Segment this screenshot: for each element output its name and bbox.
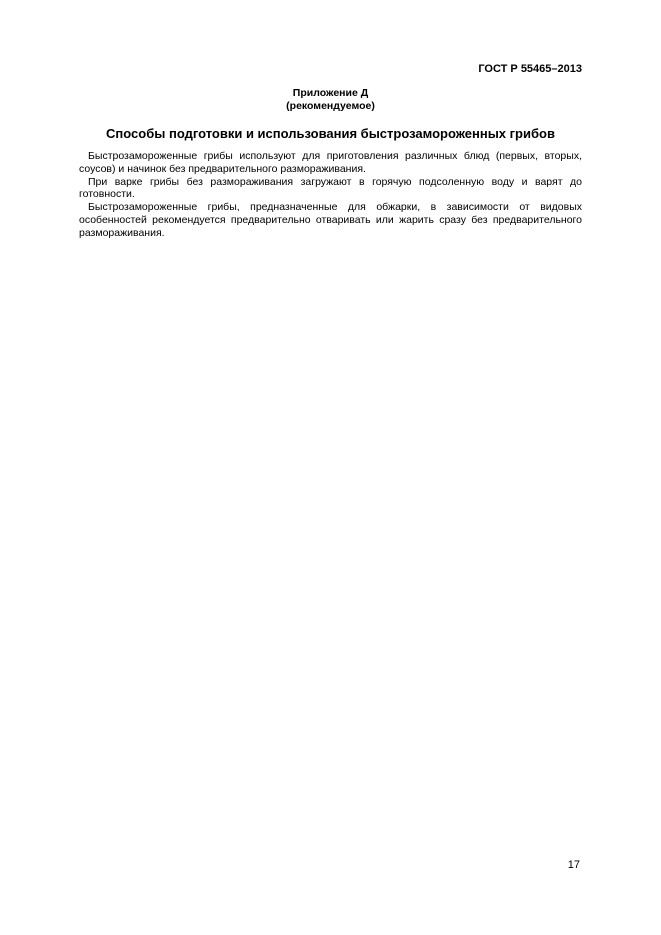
section-title: Способы подготовки и использования быстрозамороженных грибов	[106, 126, 555, 141]
body-text	[79, 150, 582, 240]
page-number: 17	[567, 859, 580, 871]
annex-heading	[0, 87, 661, 113]
paragraph: Быстрозамороженные грибы используют для приготовления различных блюд (первых, вторых, соусов) и начинок без предварительного размораживания.	[79, 150, 582, 175]
paragraph: Быстрозамороженные грибы, предназначенные для обжарки, в зависимости от видовых особенностей рекомендуется предварительно отваривать или жарить сразу без предварительного размораживания.	[79, 201, 582, 239]
paragraph: При варке грибы без размораживания загружают в горячую подсоленную воду и варят до готовности.	[79, 175, 582, 201]
annex-status: (рекомендуемое)	[286, 100, 375, 112]
document-code: ГОСТ Р 55465–2013	[478, 63, 582, 75]
annex-title: Приложение Д	[292, 87, 369, 99]
